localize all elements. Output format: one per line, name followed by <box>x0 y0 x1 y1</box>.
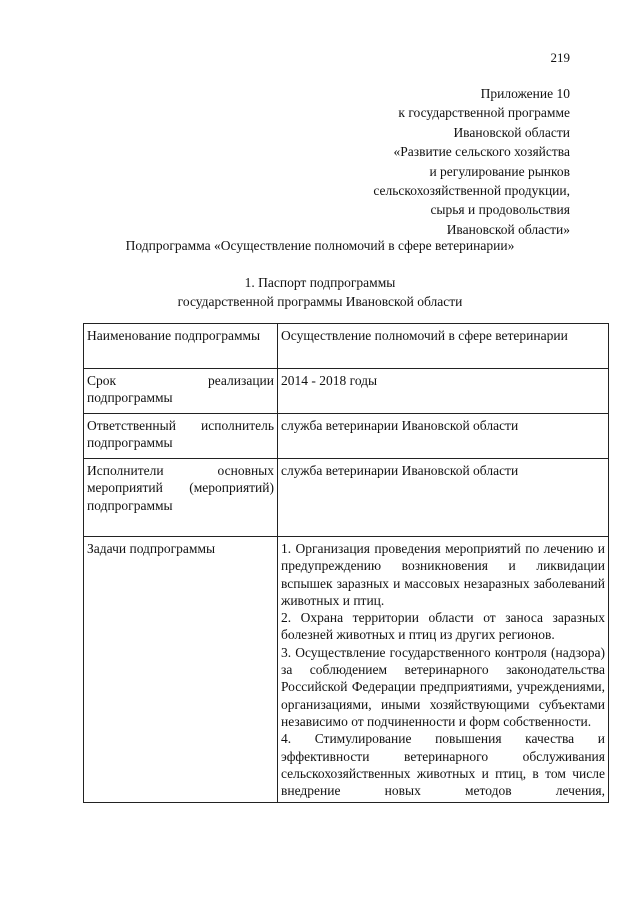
row-label: Задачи подпрограммы <box>84 537 278 803</box>
row-label: Исполнители основных мероприятий (мероприятий) подпрограммы <box>84 459 278 537</box>
row-label: Срок реализации подпрограммы <box>84 369 278 414</box>
appendix-line: Приложение 10 <box>480 86 570 101</box>
task-item: 1. Организация проведения мероприятий по лечению и предупреждению возникновения и ликвидации вспышек заразных и массовых незаразных заболеваний животных и птиц. <box>281 541 605 608</box>
row-label: Наименование подпрограммы <box>84 324 278 369</box>
task-item: 3. Осуществление государственного контроля (надзора) за соблюдением ветеринарного законодательства Российской Федерации предприятиями, учреждениями, организациями, иными хозяйствующими субъектами независимо от подчиненности и форм собственности. <box>281 644 605 729</box>
appendix-line: Ивановской области <box>453 124 570 140</box>
table-row <box>84 414 609 459</box>
task-item: 2. Охрана территории области от заноса заразных болезней животных и птиц из других регионов. <box>281 610 605 643</box>
table-row <box>84 369 609 414</box>
appendix-line: Ивановской области» <box>446 221 570 237</box>
table-row <box>84 459 609 537</box>
row-value: служба ветеринарии Ивановской области <box>278 459 609 537</box>
passport-title-line1: 1. Паспорт подпрограммы <box>244 275 396 290</box>
page-number: 219 <box>550 50 570 65</box>
passport-table <box>83 323 609 803</box>
passport-title-line2: государственной программы Ивановской области <box>177 293 463 309</box>
row-label: Ответственный исполнитель подпрограммы <box>84 414 278 459</box>
row-value: служба ветеринарии Ивановской области <box>278 414 609 459</box>
appendix-line: сырья и продовольствия <box>430 202 570 218</box>
task-item: 4. Стимулирование повышения качества и эффективности ветеринарного обслуживания сельскохозяйственных животных и птиц, в том числе внедрение новых методов лечения, <box>281 731 605 799</box>
appendix-line: к государственной программе <box>398 105 570 121</box>
appendix-line: сельскохозяйственной продукции, <box>373 183 570 199</box>
tasks-cell <box>278 537 609 803</box>
passport-title <box>0 274 640 311</box>
row-value: 2014 - 2018 годы <box>278 369 609 414</box>
appendix-line: и регулирование рынков <box>429 163 570 179</box>
subprogram-title: Подпрограмма «Осуществление полномочий в сфере ветеринарии» <box>125 238 515 253</box>
appendix-line: «Развитие сельского хозяйства <box>393 144 570 160</box>
table-row <box>84 537 609 803</box>
appendix-header <box>270 84 570 239</box>
table-row <box>84 324 609 369</box>
row-value: Осуществление полномочий в сфере ветеринарии <box>278 324 609 369</box>
